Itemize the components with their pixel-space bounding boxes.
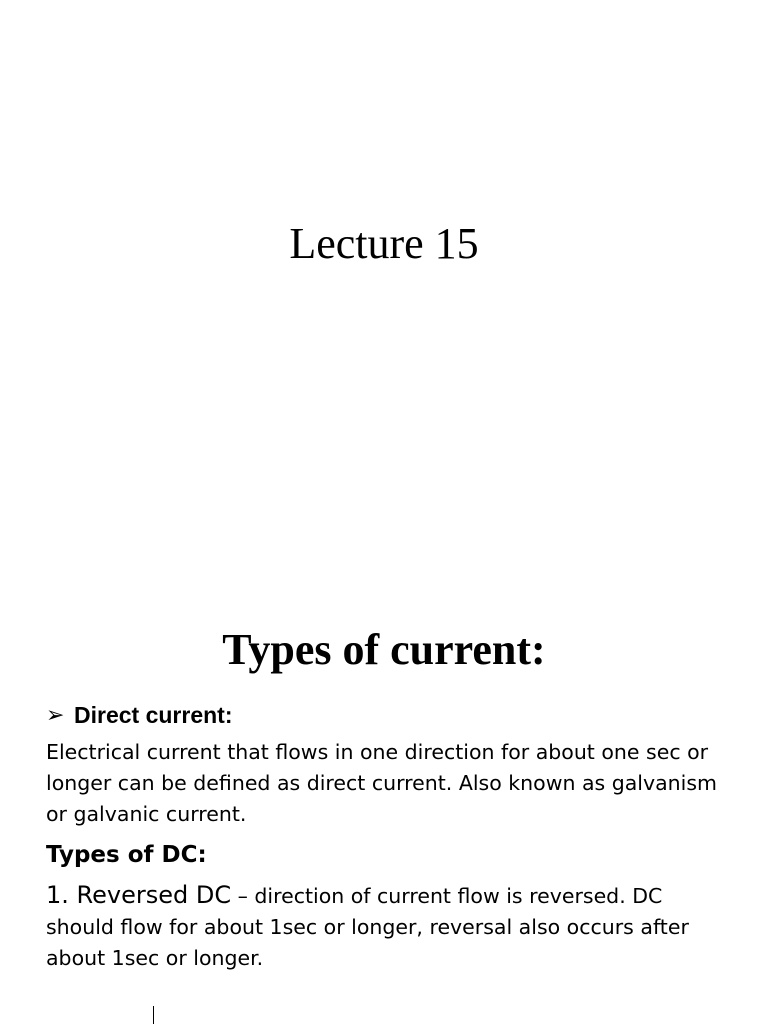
lecture-title: Lecture 15 [289, 219, 479, 268]
direct-current-paragraph: Electrical current that flows in one direction for about one sec or longer can be defined as direct current. Also known as galvanism or galvanic current. [46, 740, 718, 826]
reversed-dc-lead: 1. Reversed DC [46, 881, 232, 909]
bullet-label: Direct current: [74, 701, 233, 728]
reversed-dc-text: – direction of current flow is reversed. DC should flow for about 1sec or longer, reversal also occurs after about 1sec or longer. [46, 884, 689, 970]
arrow-bullet-icon: ➢ [46, 702, 65, 728]
text-cursor [153, 1006, 154, 1024]
section-heading: Types of current: [222, 625, 546, 674]
types-of-dc-heading: Types of DC: [46, 842, 207, 868]
bullet-direct-current [46, 699, 232, 731]
reversed-dc-paragraph [46, 880, 736, 974]
